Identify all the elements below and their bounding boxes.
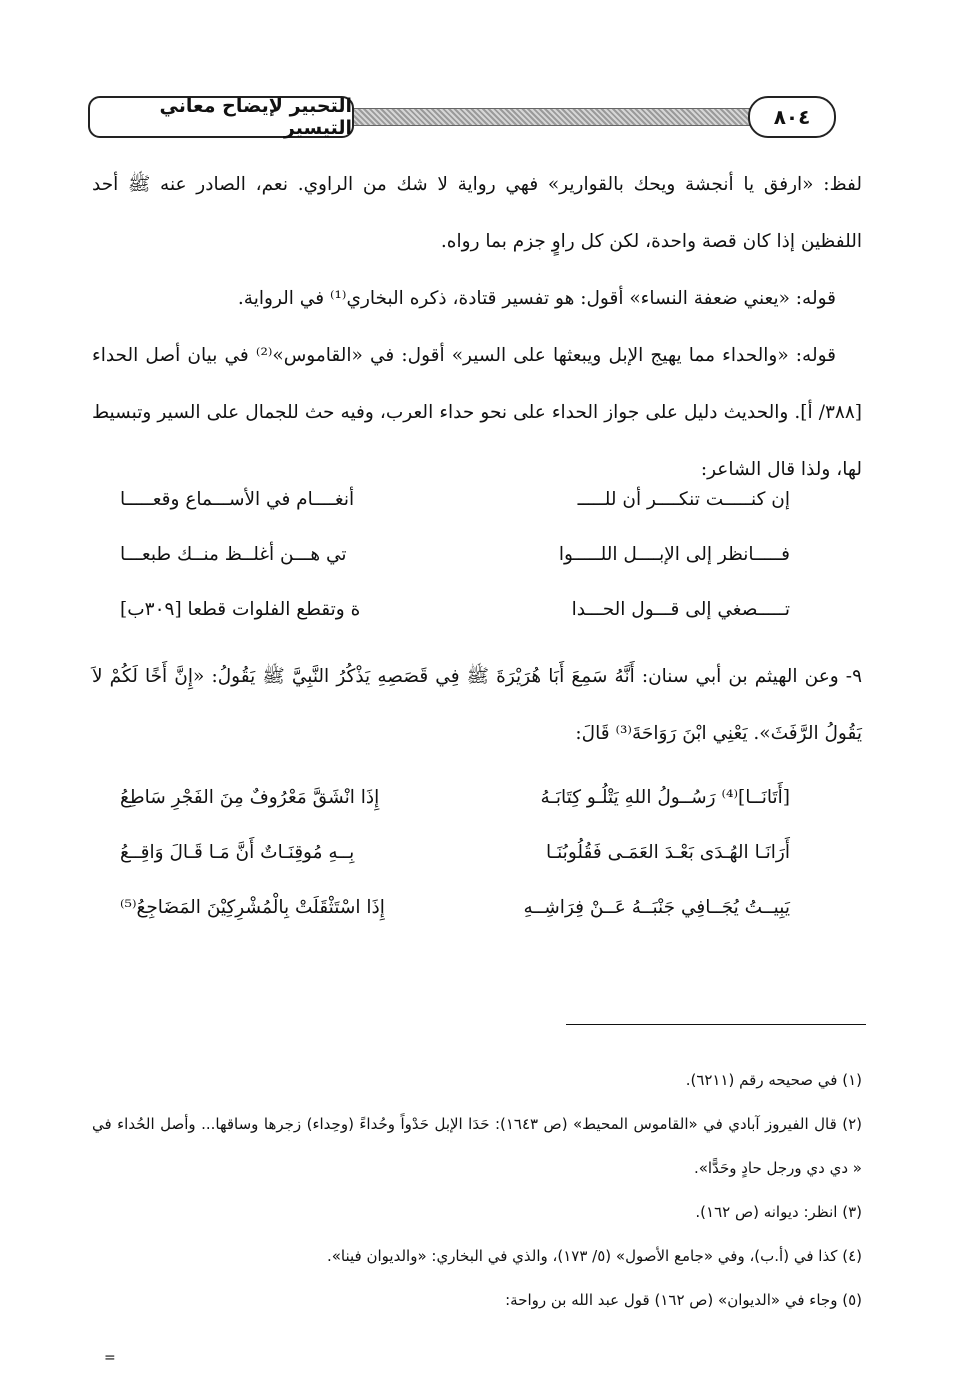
hemistich-second: إِذَا انْشَقَّ مَعْرُوفٌ مِنَ الفَجْرِ سَاطِعُ <box>120 787 380 808</box>
continuation-mark: = <box>104 1350 116 1366</box>
hemistich-second: بِــهِ مُوقِنَـاتٌ أَنَّ مَـا قَـالَ وَاقِــعُ <box>120 842 355 863</box>
hadith-paragraph: ٩- وعن الهيثم بن أبي سنان: أَنَّهُ سَمِعَ أَبَا هُرَيْرَةَ ﷺ فِي قَصَصِهِ يَذْكُرُ النَّبِيَّ ﷺ يَقُولُ: «إِنَّ أَخًا لَكُمْ لاَ يَقُولُ الرَّفَثَ». يَعْنِي ابْنَ رَوَاحَةَ⁽³⁾ قَالَ: <box>92 666 862 744</box>
poem-line <box>120 825 790 880</box>
page-number: ٨٠٤ <box>748 96 836 138</box>
hemistich-first: فـــــانظر إلى الإبــــل اللـــــوا <box>558 544 790 565</box>
hemistich-second: تي هـــن أغلــظ منــك طبعـــا <box>120 544 347 565</box>
poem-line <box>120 770 790 825</box>
poem-line <box>120 582 790 637</box>
page-header <box>88 96 836 144</box>
poem-line <box>120 472 790 527</box>
hemistich-first: إن كنـــــت تنكــــر أن للـــــ <box>577 489 790 510</box>
poem-line <box>120 527 790 582</box>
footnote-2: (٢) قال الفيروز آبادي في «القاموس المحيط» (ص ١٦٤٣): حَدَا الإبل حَدْواً وحُداءً (وحِداء) زجرها وساقها... وأصل الحُداء في « دي دي ورجل حادٍ وحَدًّا». <box>92 1115 862 1177</box>
main-text <box>92 156 862 498</box>
hemistich-first: [أَتَانَــا]⁽⁴⁾ رَسُــولُ اللهِ يَتْلُـو كِتَابَـهُ <box>540 787 790 808</box>
poem-2 <box>120 770 790 935</box>
footnote-3: (٣) انظر: ديوانه (ص ١٦٢). <box>695 1203 862 1221</box>
poem-line <box>120 880 790 935</box>
hadith-text <box>92 648 862 762</box>
paragraph-3: قوله: «والحداء مما يهيج الإبل ويبعثها على السير» أقول: في «القاموس»⁽²⁾ في بيان أصل الحداء [٣٨٨/ أ]. والحديث دليل على جواز الحداء على نحو حداء العرب، وفيه حث للجمال على السير وتبسيط لها، ولذا قال الشاعر: <box>92 345 862 480</box>
book-title: التحبير لإيضاح معاني التيسير <box>88 96 354 138</box>
hemistich-first: أَرَانَـا الهُـدَى بَعْـدَ العَمَـى فَقُلُوبُنَـا <box>546 842 790 863</box>
hemistich-second: ة وتقطع الفلوات قطعا [٣٠٩ب] <box>120 599 361 620</box>
paragraph-1: لفظ: «ارفق يا أنجشة ويحك بالقوارير» فهي رواية لا شك من الراوي. نعم، الصادر عنه ﷺ أحد اللفظين إذا كان قصة واحدة، لكن كل راوٍ جزم بما رواه. <box>92 174 862 252</box>
footnote-4: (٤) كذا في (أ.ب)، وفي «جامع الأصول» (٥/ ١٧٣)، والذي في البخاري: «والديوان فينا». <box>326 1247 862 1265</box>
footnote-5: (٥) وجاء في «الديوان» (ص ١٦٢) قول عبد الله بن رواحة: <box>505 1291 862 1309</box>
footnote-1: (١) في صحيحه رقم (٦٢١١). <box>685 1071 862 1089</box>
poem-1 <box>120 472 790 637</box>
paragraph-2: قوله: «يعني ضعفة النساء» أقول: هو تفسير قتادة، ذكره البخاري⁽¹⁾ في الرواية. <box>237 288 836 309</box>
footnote-divider <box>566 1024 866 1025</box>
hemistich-first: يَبِيــتُ يُجَــافِي جَنْبَــهُ عَــنْ فِرَاشِــهِ <box>523 897 790 918</box>
hemistich-second: إِذَا اسْتَثْقَلَتْ بِالْمُشْرِكِيْنَ المَضَاجِعُ⁽⁵⁾ <box>120 897 385 918</box>
hemistich-first: تـــــصغي إلى قـــول الحـــدا <box>571 599 790 620</box>
footnotes <box>92 1058 862 1322</box>
hemistich-second: أنغــــام في الأســـماع وقعـــــا <box>120 489 355 510</box>
header-decorative-bar <box>328 108 766 126</box>
